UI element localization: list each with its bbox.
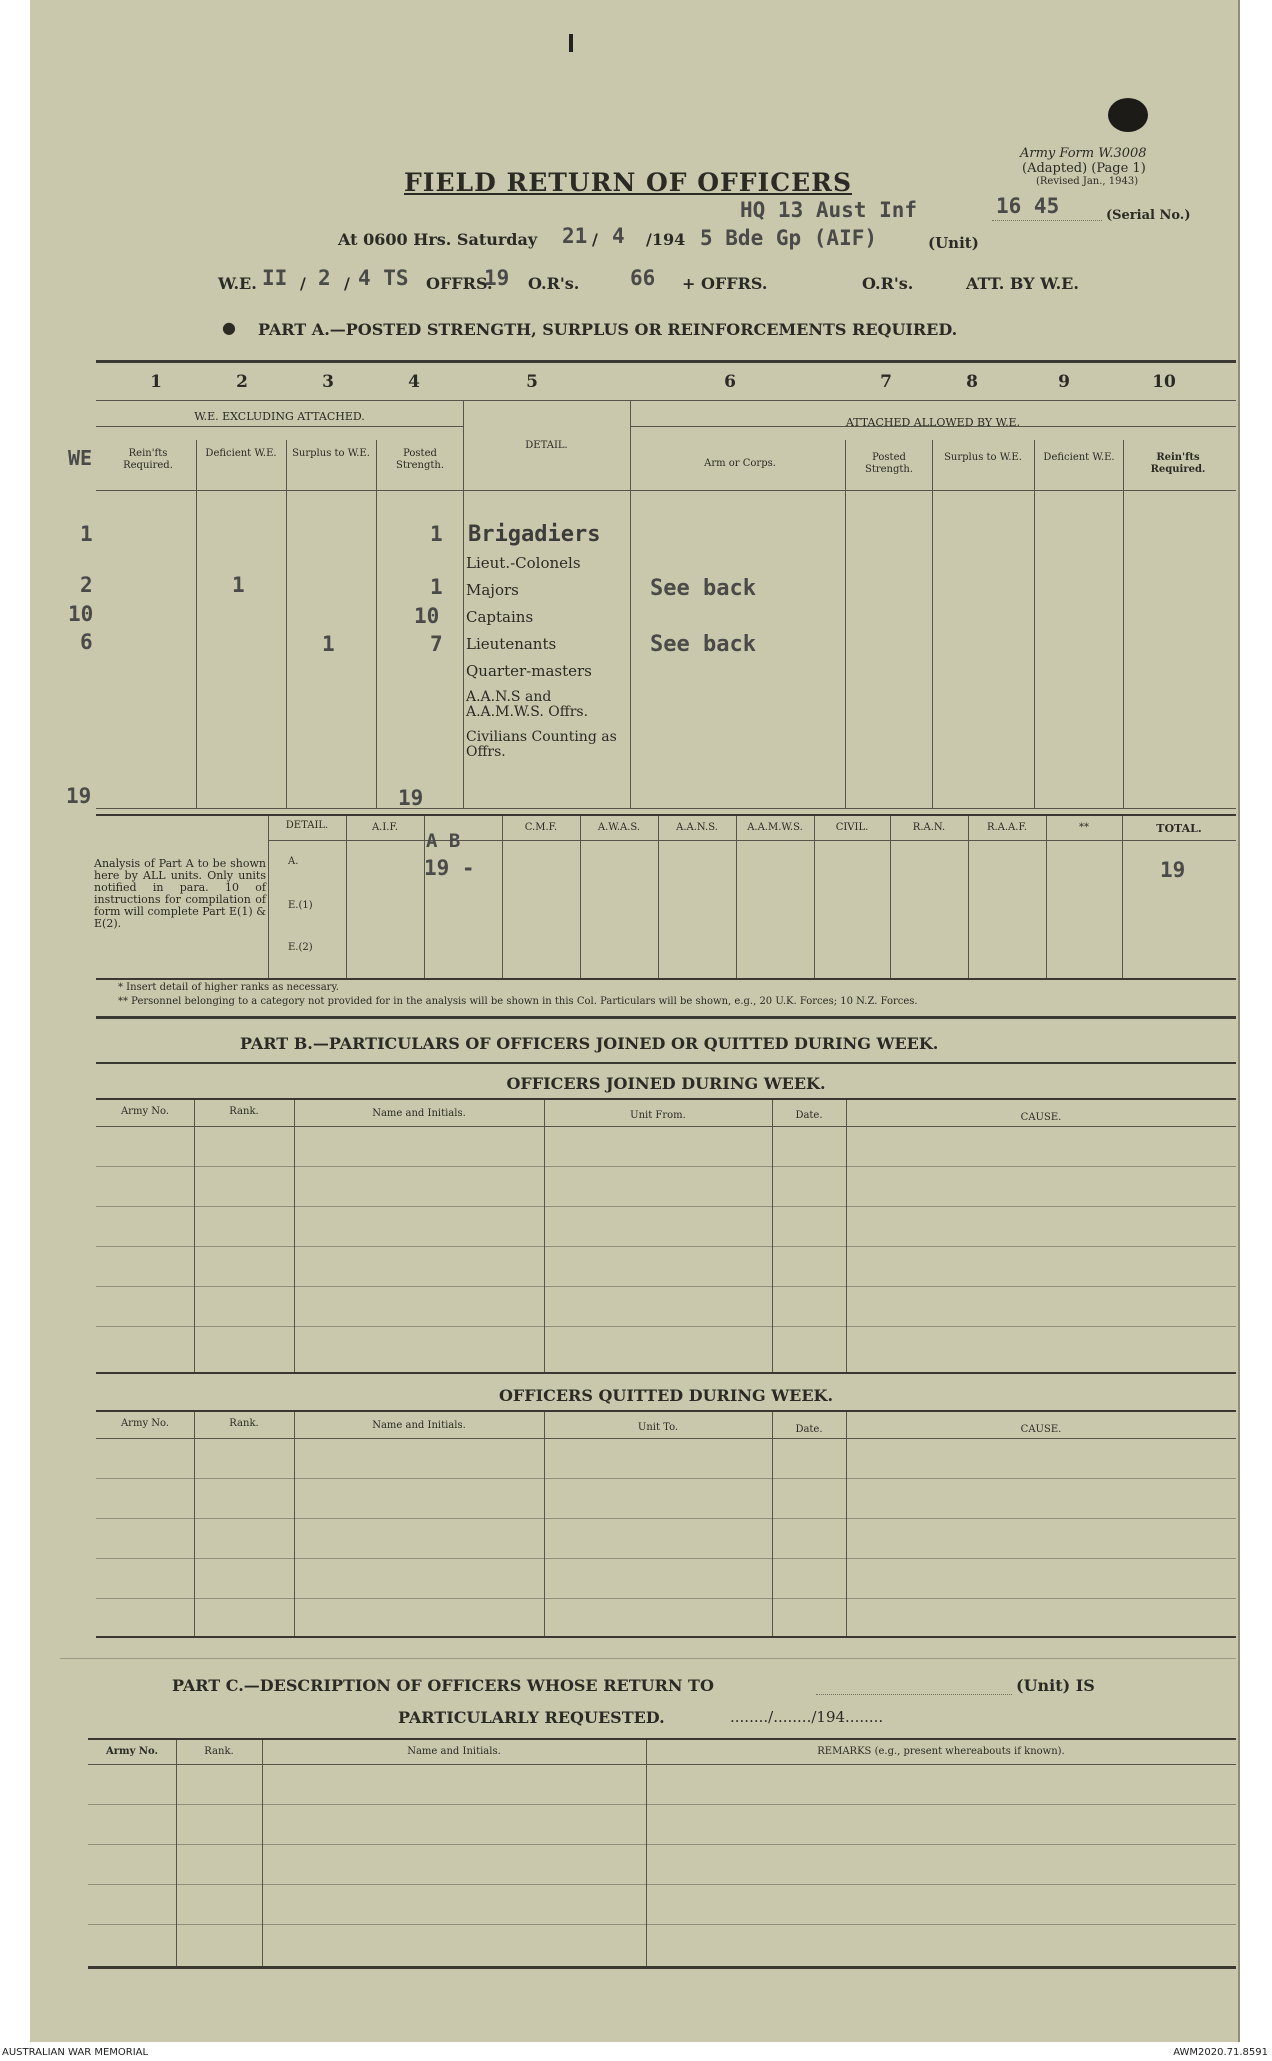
rank-quartermasters: Quarter-masters bbox=[466, 662, 592, 680]
part-a-title: PART A.—POSTED STRENGTH, SURPLUS OR REINFORCEMENTS REQUIRED. bbox=[258, 320, 958, 339]
part-c-date-blank: ......../......../194........ bbox=[730, 1708, 884, 1726]
analysis-header: ** bbox=[1079, 822, 1089, 833]
row-posted: 10 bbox=[414, 604, 440, 628]
joined-header: Army No. bbox=[120, 1106, 170, 1117]
joined-header: Date. bbox=[795, 1110, 823, 1121]
unit-line1: HQ 13 Aust Inf bbox=[740, 198, 918, 222]
ink-mark bbox=[569, 34, 573, 52]
date-month: 4 bbox=[612, 224, 625, 248]
rank-lt-colonels: Lieut.-Colonels bbox=[466, 554, 581, 572]
ors-label: O.R's. bbox=[528, 274, 580, 293]
rank-aans: A.A.N.S and A.A.M.W.S. Offrs. bbox=[466, 689, 589, 720]
analysis-header: R.A.A.F. bbox=[986, 822, 1028, 833]
footnote-2: ** Personnel belonging to a category not provided for in the analysis will be shown in this Col. Particulars will be shown, e.g., 20 U.K. Forces; 10 N.Z. Forces. bbox=[118, 996, 918, 1007]
analysis-row-label: E.(1) bbox=[288, 900, 313, 911]
col-number: 3 bbox=[322, 372, 334, 392]
row-we: 1 bbox=[80, 522, 93, 546]
year-prefix: /194 bbox=[646, 230, 686, 249]
group-header-left: W.E. EXCLUDING ATTACHED. bbox=[194, 410, 365, 423]
part-c-title-a: PART C.—DESCRIPTION OF OFFICERS WHOSE RETURN TO bbox=[172, 1676, 714, 1695]
row-surplus: 1 bbox=[322, 632, 335, 656]
row-deficient: 1 bbox=[232, 573, 245, 597]
we-value1: II bbox=[262, 266, 288, 290]
ors-value: 66 bbox=[630, 266, 656, 290]
quitted-header: Name and Initials. bbox=[372, 1420, 466, 1431]
col-header: Rein'fts Required. bbox=[1150, 452, 1206, 475]
col-number: 1 bbox=[150, 372, 162, 392]
part-c-title-c: PARTICULARLY REQUESTED. bbox=[398, 1708, 665, 1727]
part-c-header: Rank. bbox=[204, 1746, 234, 1757]
aif-sub: A B bbox=[426, 830, 461, 852]
rank-majors: Majors bbox=[466, 581, 519, 599]
quitted-header: Army No. bbox=[120, 1418, 170, 1429]
col-header: Rein'fts Required. bbox=[123, 448, 173, 471]
row-posted: 1 bbox=[430, 522, 443, 546]
analysis-header: CIVIL. bbox=[835, 822, 869, 833]
analysis-total: 19 bbox=[1160, 858, 1186, 882]
quitted-title: OFFICERS QUITTED DURING WEEK. bbox=[498, 1386, 834, 1405]
col-number: 10 bbox=[1152, 372, 1176, 392]
analysis-header: A.A.M.W.S. bbox=[747, 822, 803, 833]
we-value2: 2 bbox=[318, 266, 331, 290]
analysis-header: A.I.F. bbox=[371, 822, 399, 833]
ors-label2: O.R's. bbox=[862, 274, 914, 293]
col-number: 7 bbox=[880, 372, 892, 392]
footer-right: AWM2020.71.8591 bbox=[1173, 2047, 1268, 2058]
total-posted: 19 bbox=[398, 786, 424, 810]
footnote-1: * Insert detail of higher ranks as necessary. bbox=[118, 982, 339, 993]
quitted-header: Date. bbox=[795, 1424, 823, 1435]
analysis-header: C.M.F. bbox=[524, 822, 558, 833]
col-header: Surplus to W.E. bbox=[292, 448, 370, 459]
col-header: Surplus to W.E. bbox=[944, 452, 1022, 463]
form-id-line1: Army Form W.3008 bbox=[1020, 146, 1147, 161]
analysis-header: TOTAL. bbox=[1156, 822, 1202, 835]
form-sheet bbox=[30, 0, 1240, 2042]
col-number: 4 bbox=[408, 372, 420, 392]
offrs-value: 19 bbox=[484, 266, 510, 290]
footer-left: AUSTRALIAN WAR MEMORIAL bbox=[2, 2047, 149, 2058]
col-header: DETAIL. bbox=[525, 440, 568, 451]
analysis-header: A.A.N.S. bbox=[676, 822, 718, 833]
joined-header: CAUSE. bbox=[1020, 1112, 1062, 1123]
joined-header: Name and Initials. bbox=[372, 1108, 466, 1119]
col-header: Deficient W.E. bbox=[205, 448, 277, 459]
row-posted: 7 bbox=[430, 632, 443, 656]
group-header-right: ATTACHED ALLOWED BY W.E. bbox=[845, 416, 1021, 429]
quitted-header: Rank. bbox=[229, 1418, 259, 1429]
total-we: 19 bbox=[66, 784, 92, 808]
we-mark: WE bbox=[68, 446, 93, 470]
unit-label: (Unit) bbox=[928, 234, 979, 252]
col-header: Arm or Corps. bbox=[704, 458, 776, 469]
analysis-row-label: A. bbox=[288, 856, 299, 867]
analysis-header: A.W.A.S. bbox=[597, 822, 641, 833]
analysis-note: Analysis of Part A to be shown here by ALL units. Only units notified in para. 10 of instructions for compilation of form will complete Part E(1) & E(2). bbox=[94, 857, 266, 930]
row-posted: 1 bbox=[430, 575, 443, 599]
punch-hole bbox=[1108, 98, 1148, 132]
form-id-line3: (Revised Jan., 1943) bbox=[1036, 176, 1139, 187]
at-text: At 0600 Hrs. Saturday bbox=[338, 230, 538, 249]
row-we: 10 bbox=[68, 602, 94, 626]
we-label: W.E. bbox=[218, 274, 257, 293]
quitted-header: CAUSE. bbox=[1020, 1424, 1062, 1435]
row-we: 2 bbox=[80, 573, 93, 597]
col-number: 5 bbox=[526, 372, 538, 392]
joined-title: OFFICERS JOINED DURING WEEK. bbox=[506, 1074, 826, 1093]
offrs-label: OFFRS. bbox=[426, 274, 493, 293]
rank-brigadiers: Brigadiers bbox=[468, 522, 601, 547]
aif-value: 19 - bbox=[424, 856, 475, 880]
col-header: Posted Strength. bbox=[864, 452, 914, 475]
col-number: 6 bbox=[724, 372, 736, 392]
analysis-header: R.A.N. bbox=[912, 822, 946, 833]
col-header: Deficient W.E. bbox=[1043, 452, 1115, 463]
we-value3: 4 TS bbox=[358, 266, 409, 290]
quitted-header: Unit To. bbox=[637, 1422, 679, 1433]
row-we: 6 bbox=[80, 630, 93, 654]
see-back-2: See back bbox=[650, 632, 756, 657]
rank-civilians: Civilians Counting as Offrs. bbox=[466, 729, 617, 760]
serial-number: 16 45 bbox=[996, 194, 1060, 218]
part-b-title: PART B.—PARTICULARS OF OFFICERS JOINED OR QUITTED DURING WEEK. bbox=[240, 1034, 939, 1053]
col-number: 8 bbox=[966, 372, 978, 392]
analysis-row-label: E.(2) bbox=[288, 942, 313, 953]
part-c-header: Name and Initials. bbox=[407, 1746, 501, 1757]
col-header: Posted Strength. bbox=[395, 448, 445, 471]
analysis-header: DETAIL. bbox=[285, 820, 329, 831]
date-day: 21 bbox=[562, 224, 588, 248]
att-label: ATT. BY W.E. bbox=[966, 274, 1079, 293]
form-id-line2: (Adapted) (Page 1) bbox=[1022, 161, 1146, 176]
form-title: FIELD RETURN OF OFFICERS bbox=[404, 168, 853, 197]
joined-header: Rank. bbox=[229, 1106, 259, 1117]
joined-header: Unit From. bbox=[630, 1110, 686, 1121]
rank-lieutenants: Lieutenants bbox=[466, 635, 557, 653]
part-c-title-b: (Unit) IS bbox=[1016, 1676, 1095, 1695]
col-number: 9 bbox=[1058, 372, 1070, 392]
plus-offrs: + OFFRS. bbox=[682, 274, 768, 293]
rank-captains: Captains bbox=[466, 608, 534, 626]
part-c-header: REMARKS (e.g., present whereabouts if known). bbox=[817, 1746, 1065, 1757]
unit-line2: 5 Bde Gp (AIF) bbox=[700, 226, 878, 250]
serial-label: (Serial No.) bbox=[1106, 208, 1191, 223]
col-number: 2 bbox=[236, 372, 248, 392]
see-back-1: See back bbox=[650, 576, 756, 601]
part-c-header: Army No. bbox=[105, 1746, 159, 1757]
